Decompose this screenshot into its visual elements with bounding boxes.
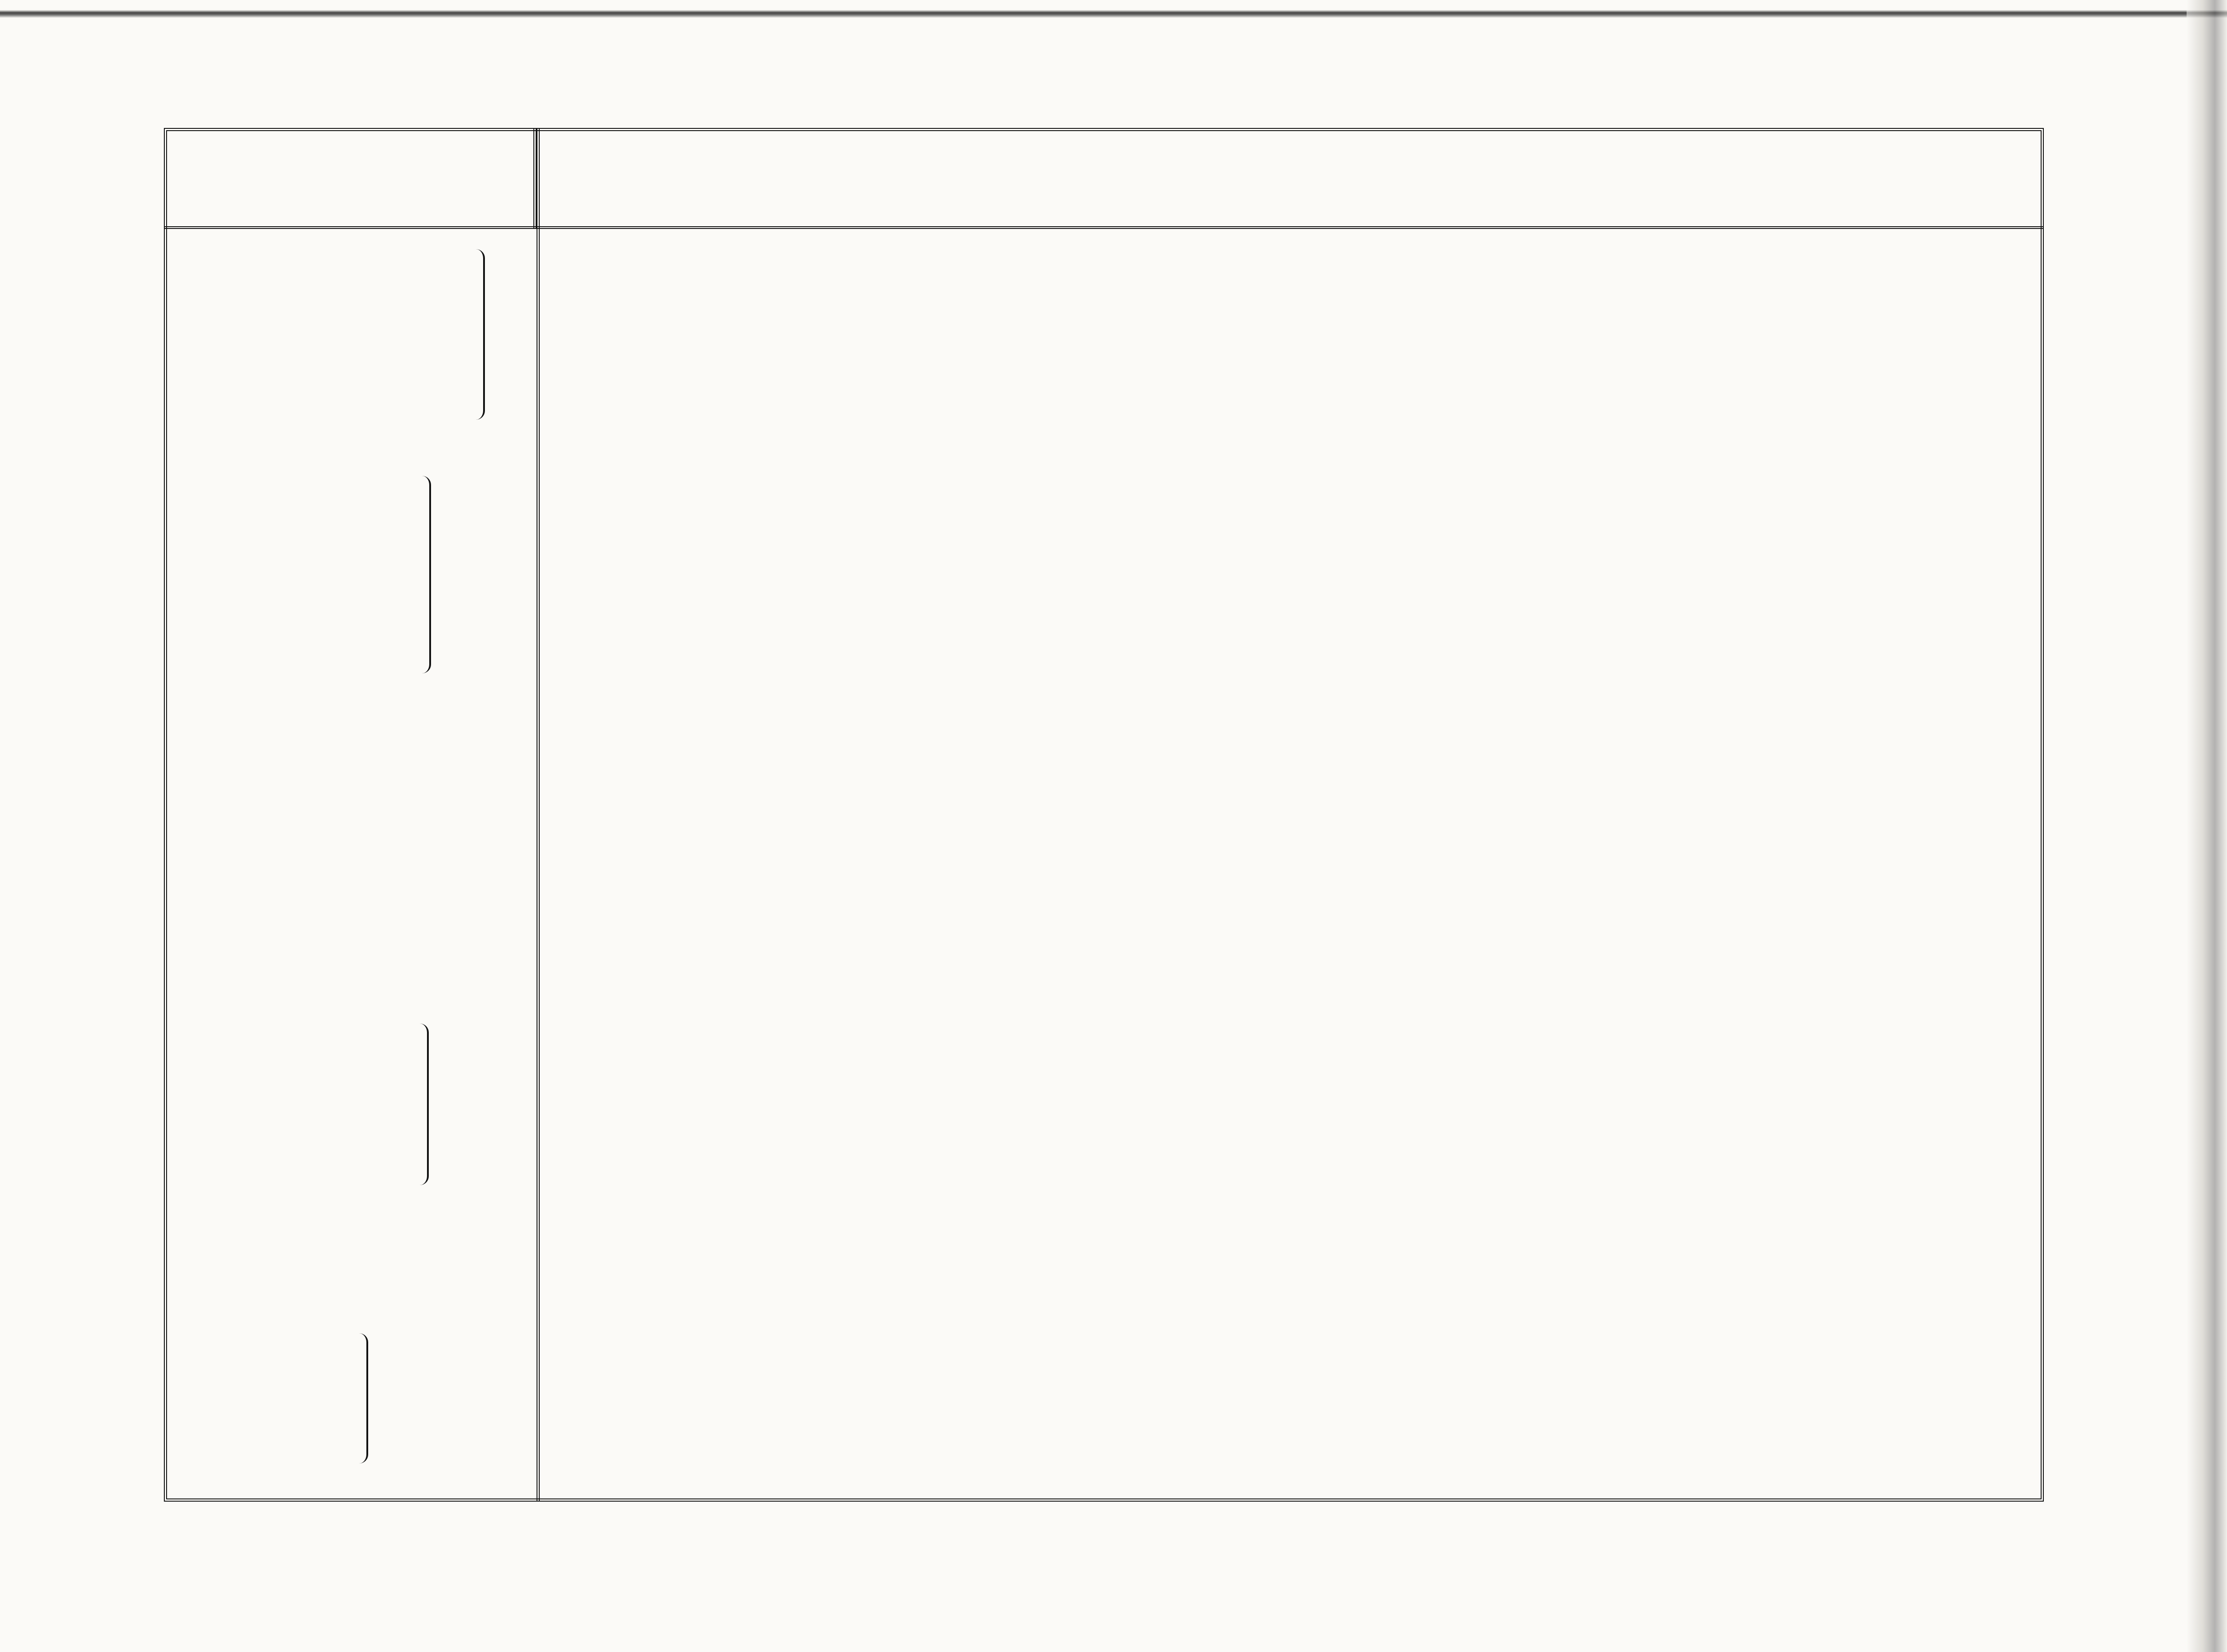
stations-column-border: [537, 128, 540, 1502]
brace-saale: [476, 249, 485, 420]
zahl-der-tage-header: [1994, 128, 2044, 229]
brace-ems: [359, 1333, 368, 1463]
brace-havel: [422, 476, 431, 673]
table-frame: [164, 128, 2044, 1502]
page-edge-shadow: [2187, 0, 2227, 1652]
stations-header: [164, 128, 537, 229]
table-header: [164, 128, 2044, 229]
page-top-scan-line: [0, 10, 2227, 18]
brace-aller: [420, 1024, 429, 1185]
